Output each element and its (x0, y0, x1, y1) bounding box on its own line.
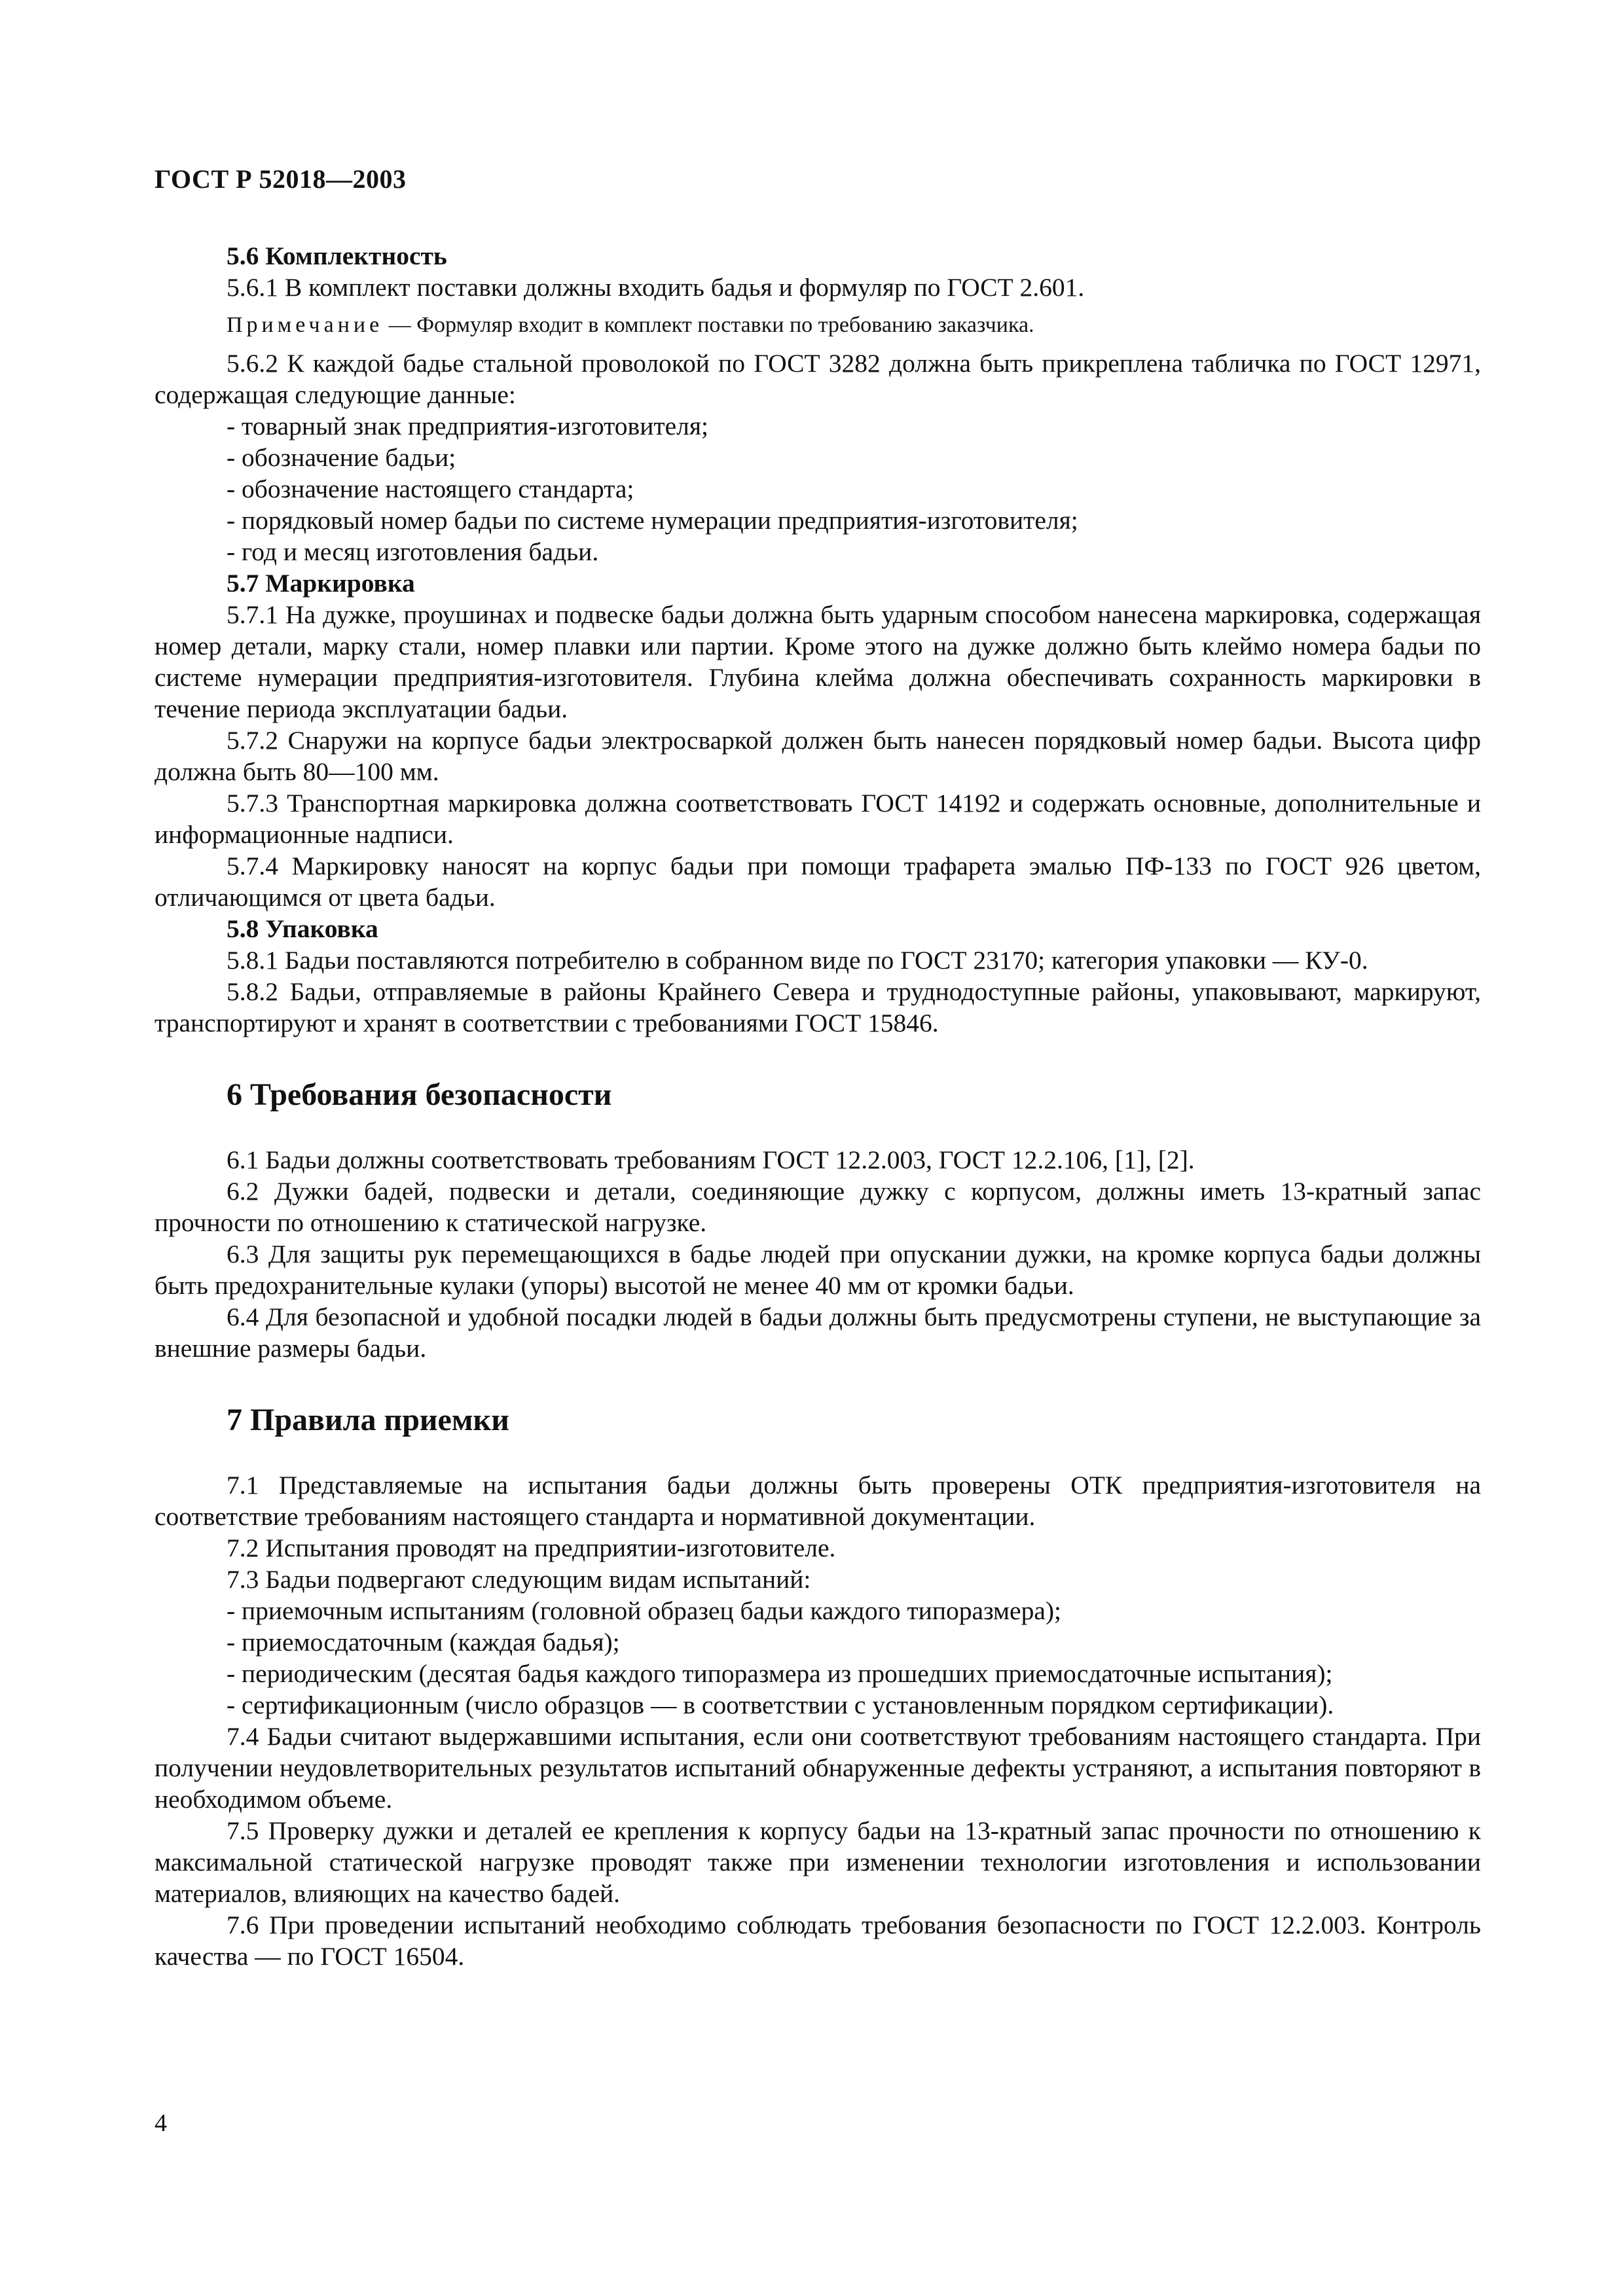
list-item: - сертификационным (число образцов — в соответствии с установленным порядком сертификации). (227, 1691, 1334, 1719)
clause-7-5: 7.5 Проверку дужки и деталей ее крепления к корпусу бадьи на 13-кратный запас прочности по отношению к максимальной статической нагрузке проводят также при изменении технологии изготовления и использовании материалов, влияющих на качество бадей. (155, 1816, 1481, 1908)
list-item: - приемочным испытаниям (головной образец бадьи каждого типоразмера); (227, 1596, 1061, 1625)
clause-6-1: 6.1 Бадьи должны соответствовать требованиям ГОСТ 12.2.003, ГОСТ 12.2.106, [1], [2]. (227, 1145, 1195, 1174)
clause-5-6-2: 5.6.2 К каждой бадье стальной проволокой по ГОСТ 3282 должна быть прикреплена табличка по ГОСТ 12971, содержащая следующие данные: (155, 349, 1481, 409)
clause-5-7-1: 5.7.1 На дужке, проушинах и подвеске бадьи должна быть ударным способом нанесена маркировка, содержащая номер детали, марку стали, номер плавки или партии. Кроме этого на дужке должно быть клеймо номера бадьи по системе нумерации предприятия-изготовителя. Глубина клейма должна обеспечивать сохранность маркировки в течение периода эксплуатации бадьи. (155, 600, 1481, 723)
document-page (155, 164, 1481, 1972)
clause-6-3: 6.3 Для защиты рук перемещающихся в бадье людей при опускании дужки, на кромке корпуса бадьи должны быть предохранительные кулаки (упоры) высотой не менее 40 мм от кромки бадьи. (155, 1240, 1481, 1300)
clause-5-7-2: 5.7.2 Снаружи на корпусе бадьи электросваркой должен быть нанесен порядковый номер бадьи. Высота цифр должна быть 80—100 мм. (155, 726, 1481, 786)
note (155, 311, 1481, 340)
list-item: - приемосдаточным (каждая бадья); (227, 1628, 620, 1657)
section-title-5-7: 5.7 Маркировка (227, 569, 415, 598)
clause-7-1: 7.1 Представляемые на испытания бадьи должны быть проверены ОТК предприятия-изготовителя на соответствие требованиям настоящего стандарта и нормативной документации. (155, 1471, 1481, 1531)
list-item: - обозначение бадьи; (227, 443, 456, 472)
clause-6-4: 6.4 Для безопасной и удобной посадки людей в бадьи должны быть предусмотрены ступени, не выступающие за внешние размеры бадьи. (155, 1302, 1481, 1363)
clause-5-6-1: 5.6.1 В комплект поставки должны входить бадья и формуляр по ГОСТ 2.601. (227, 273, 1085, 302)
clause-7-4: 7.4 Бадьи считают выдержавшими испытания, если они соответствуют требованиям настоящего стандарта. При получении неудовлетворительных результатов испытаний обнаруженные дефекты устраняют, а испытания повторяют в необходимом объеме. (155, 1722, 1481, 1814)
note-label: Примечание (227, 313, 384, 337)
page-number: 4 (155, 2109, 167, 2137)
heading-section-7: 7 Правила приемки (227, 1403, 509, 1437)
list-item: - порядковый номер бадьи по системе нумерации предприятия-изготовителя; (227, 506, 1078, 535)
clause-5-8-1: 5.8.1 Бадьи поставляются потребителю в собранном виде по ГОСТ 23170; категория упаковки — КУ-0. (227, 946, 1368, 975)
section-title-5-6: 5.6 Комплектность (227, 242, 447, 270)
clause-5-8-2: 5.8.2 Бадьи, отправляемые в районы Крайнего Севера и труднодоступные районы, упаковывают, маркируют, транспортируют и хранят в соответствии с требованиями ГОСТ 15846. (155, 977, 1481, 1037)
clause-5-7-3: 5.7.3 Транспортная маркировка должна соответствовать ГОСТ 14192 и содержать основные, дополнительные и информационные надписи. (155, 789, 1481, 849)
clause-7-2: 7.2 Испытания проводят на предприятии-изготовителе. (227, 1534, 836, 1562)
clause-7-3: 7.3 Бадьи подвергают следующим видам испытаний: (227, 1565, 811, 1594)
note-text: — Формуляр входит в комплект поставки по требованию заказчика. (383, 313, 1034, 337)
list-item: - периодическим (десятая бадья каждого типоразмера из прошедших приемосдаточные испытания); (227, 1659, 1333, 1688)
document-header: ГОСТ Р 52018—2003 (155, 164, 407, 194)
clause-6-2: 6.2 Дужки бадей, подвески и детали, соединяющие дужку с корпусом, должны иметь 13-кратный запас прочности по отношению к статической нагрузке. (155, 1177, 1481, 1237)
list-item: - обозначение настоящего стандарта; (227, 475, 634, 503)
list-item: - год и месяц изготовления бадьи. (227, 537, 599, 566)
clause-7-6: 7.6 При проведении испытаний необходимо соблюдать требования безопасности по ГОСТ 12.2.003. Контроль качества — по ГОСТ 16504. (155, 1910, 1481, 1971)
list-item: - товарный знак предприятия-изготовителя; (227, 412, 708, 440)
section-title-5-8: 5.8 Упаковка (227, 914, 378, 943)
heading-section-6: 6 Требования безопасности (227, 1077, 612, 1112)
clause-5-7-4: 5.7.4 Маркировку наносят на корпус бадьи при помощи трафарета эмалью ПФ-133 по ГОСТ 926 цветом, отличающимся от цвета бадьи. (155, 852, 1481, 912)
